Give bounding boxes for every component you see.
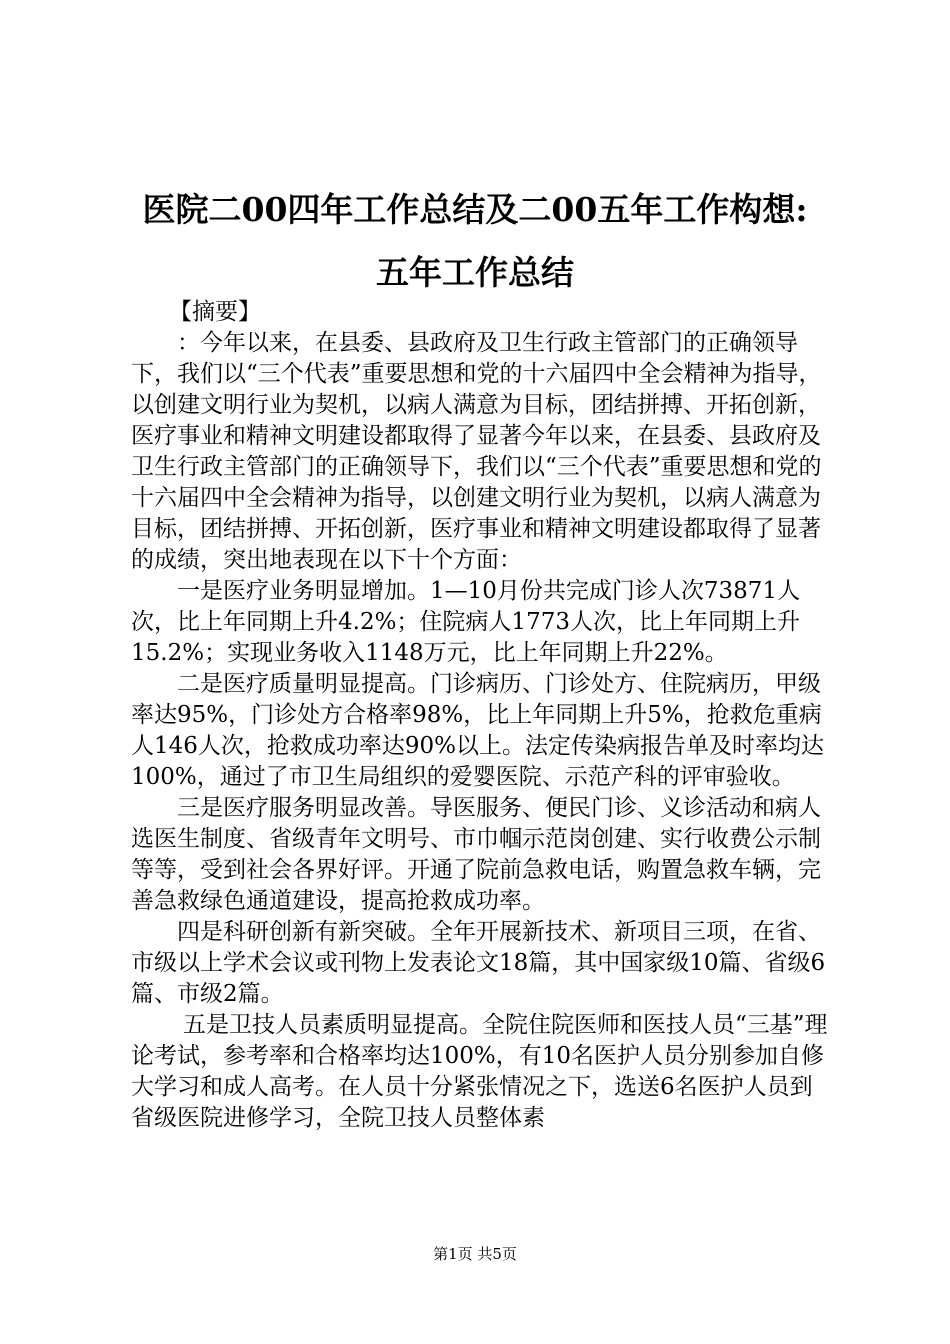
paragraph-three: 三是医疗服务明显改善。导医服务、便民门诊、义诊活动和病人选医生制度、省级青年文明号、市巾帼示范岗创建、实行收费公示制等等，受到社会各界好评。开通了院前急救电话，购置急救车辆，完善急救绿色通道建设，提高抢救成功率。 [131,795,821,914]
paragraph-four: 四是科研创新有新突破。全年开展新技术、新项目三项，在省、市级以上学术会议或刊物上发表论文18篇，其中国家级10篇、省级6篇、市级2篇。 [131,919,826,1007]
document-title-line-2: 五年工作总结 [376,253,574,292]
page-footer: 第1页 共5页 [433,1245,517,1263]
paragraph-one: 一是医疗业务明显增加。1—10月份共完成门诊人次73871人次，比上年同期上升4.2%；住院病人1773人次，比上年同期上升15.2%；实现业务收入1148万元，比上年同期上升22%。 [131,578,801,666]
paragraph-two: 二是医疗质量明显提高。门诊病历、门诊处方、住院病历，甲级率达95%，门诊处方合格率98%，比上年同期上升5%，抢救危重病人146人次，抢救成功率达90%以上。法定传染病报告单及时率均达100%，通过了市卫生局组织的爱婴医院、示范产科的评审验收。 [131,671,825,790]
paragraph-five: 五是卫技人员素质明显提高。全院住院医师和医技人员“三基”理论考试，参考率和合格率均达100%，有10名医护人员分别参加自修大学习和成人高考。在人员十分紧张情况之下，选送6名医护人员到省级医院进修学习，全院卫技人员整体素 [131,1012,828,1131]
document-title-line-1: 医院二00四年工作总结及二00五年工作构想: [142,190,808,229]
paragraph-abstract: ：今年以来，在县委、县政府及卫生行政主管部门的正确领导下，我们以“三个代表”重要思想和党的十六届四中全会精神为指导，以创建文明行业为契机，以病人满意为目标，团结拼搏、开拓创新，医疗事业和精神文明建设都取得了显著今年以来，在县委、县政府及卫生行政主管部门的正确领导下，我们以“三个代表”重要思想和党的十六届四中全会精神为指导，以创建文明行业为契机，以病人满意为目标，团结拼搏、开拓创新，医疗事业和精神文明建设都取得了显著的成绩，突出地表现在以下十个方面： [131,330,822,573]
abstract-label: 【摘要】 [169,299,261,325]
document-body [131,297,833,1134]
